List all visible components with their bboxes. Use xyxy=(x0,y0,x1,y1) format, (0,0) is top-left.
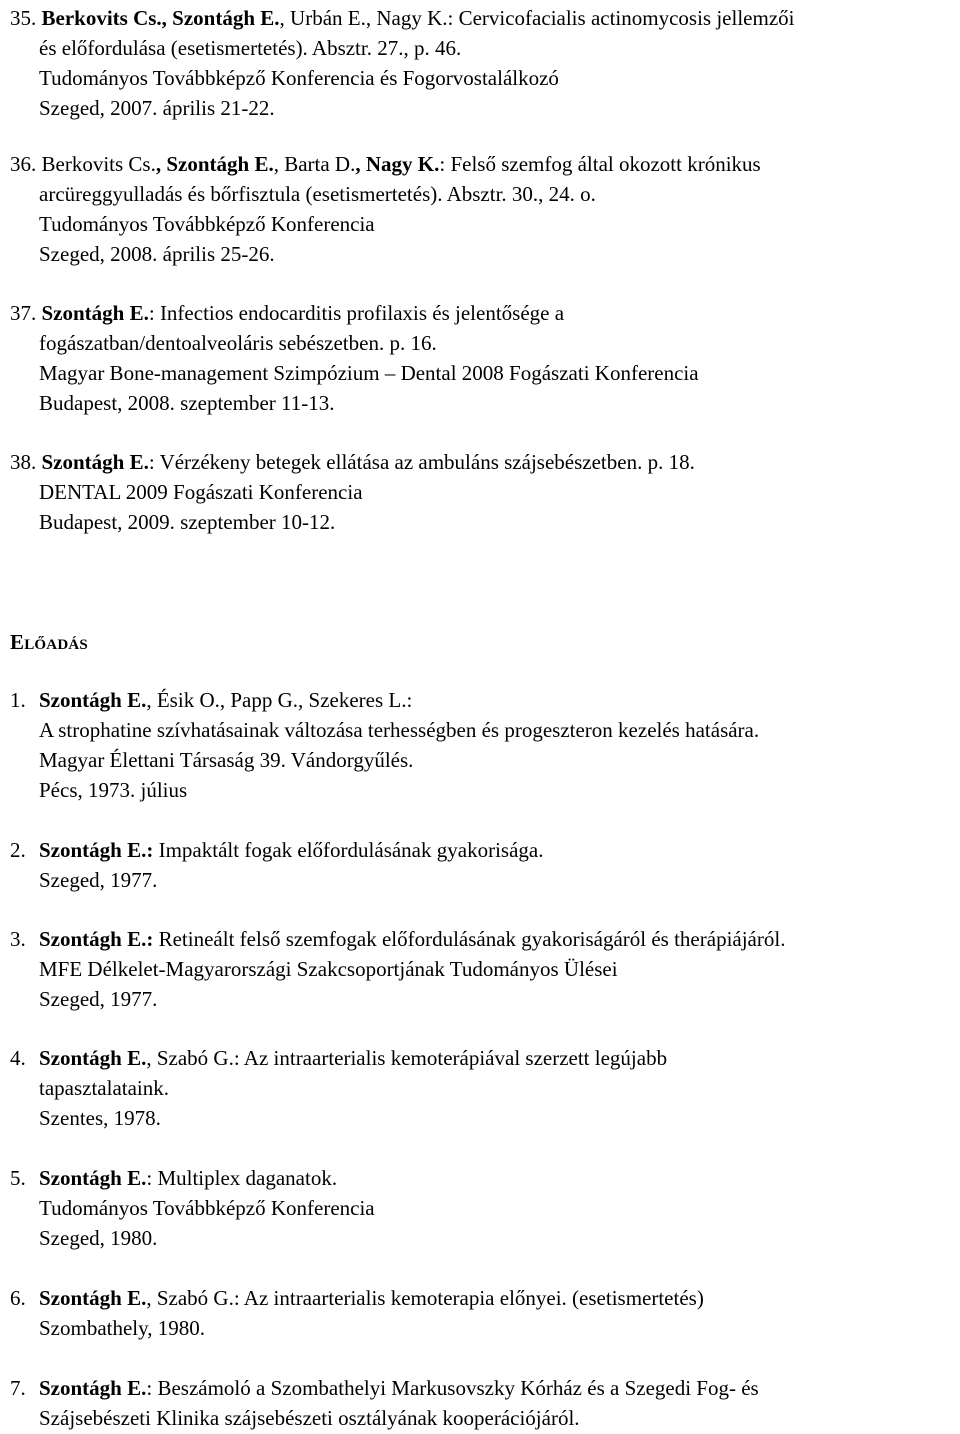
entry-authors-bold: , Nagy K. xyxy=(355,152,440,176)
entry-title: : Infectios endocarditis profilaxis és jelentősége a xyxy=(148,301,565,325)
entry-title: : Beszámoló a Szombathelyi Markusovszky Kórház és a Szegedi Fog- és xyxy=(146,1376,759,1400)
entry-authors-bold: Szontágh E.: xyxy=(39,838,154,862)
entry-number: 2. xyxy=(10,838,26,862)
entry-title: A strophatine szívhatásainak változása terhességben és progeszteron kezelés hatására. xyxy=(39,718,760,742)
entry-number: 38. xyxy=(10,450,37,474)
entry-venue: Tudományos Továbbképző Konferencia és Fogorvostalálkozó xyxy=(39,66,559,90)
lecture-entry-3 xyxy=(10,924,958,1014)
entry-title-continued: Szájsebészeti Klinika szájsebészeti osztályának kooperációjáról. xyxy=(39,1406,580,1430)
entry-place-date: Szeged, 1980. xyxy=(39,1226,158,1250)
entry-title-continued: arcüreggyulladás és bőrfisztula (esetismertetés). Absztr. 30., 24. o. xyxy=(39,182,596,206)
entry-colon: : xyxy=(406,688,413,712)
entry-number: 3. xyxy=(10,927,26,951)
entry-title: : Vérzékeny betegek ellátása az ambuláns szájsebészetben. p. 18. xyxy=(148,450,695,474)
lecture-entry-4 xyxy=(10,1043,958,1133)
entry-number: 5. xyxy=(10,1166,26,1190)
entry-venue: Tudományos Továbbképző Konferencia xyxy=(39,1196,375,1220)
entry-place-date: Szeged, 2008. április 25-26. xyxy=(39,242,275,266)
entry-place-date: Szeged, 1977. xyxy=(39,868,158,892)
entry-place-date: Szeged, 2007. április 21-22. xyxy=(39,96,275,120)
entry-authors: Berkovits Cs. xyxy=(41,152,156,176)
entry-title: Impaktált fogak előfordulásának gyakorisága. xyxy=(153,838,544,862)
entry-title: : Az intraarterialis kemoterápiával szerzett legújabb xyxy=(233,1046,668,1070)
entry-title-continued: és előfordulása (esetismertetés). Absztr. 27., p. 46. xyxy=(39,36,462,60)
entry-line xyxy=(10,149,958,179)
entry-authors-bold: Szontágh E. xyxy=(41,450,149,474)
entry-line xyxy=(10,3,958,33)
entry-line xyxy=(10,1373,958,1403)
entry-authors-bold: Szontágh E. xyxy=(41,301,149,325)
entry-line xyxy=(10,1043,958,1073)
section-heading-rest: LŐADÁS xyxy=(24,637,88,653)
entry-authors-bold: Szontágh E. xyxy=(39,1286,147,1310)
entry-line xyxy=(10,835,958,865)
entry-title: : Felső szemfog által okozott krónikus xyxy=(439,152,761,176)
section-heading-initial: E xyxy=(10,630,25,654)
entry-venue: Magyar Bone-management Szimpózium – Dental 2008 Fogászati Konferencia xyxy=(39,361,699,385)
entry-title: Retineált felső szemfogak előfordulásának gyakoriságáról és therápiájáról. xyxy=(153,927,786,951)
entry-number: 4. xyxy=(10,1046,26,1070)
entry-authors-bold: Berkovits Cs., Szontágh E. xyxy=(41,6,280,30)
entry-venue: DENTAL 2009 Fogászati Konferencia xyxy=(39,480,363,504)
entry-authors-bold: Szontágh E. xyxy=(39,1376,147,1400)
lecture-entry-2 xyxy=(10,835,958,895)
entry-venue: Magyar Élettani Társaság 39. Vándorgyűlés. xyxy=(39,748,414,772)
entry-title-continued: fogászatban/dentoalveoláris sebészetben. p. 16. xyxy=(39,331,437,355)
entry-place-date: Szombathely, 1980. xyxy=(39,1316,206,1340)
entry-authors: , Ésik O., Papp G., Szekeres L. xyxy=(146,688,407,712)
entry-authors-bold: Szontágh E.: xyxy=(39,927,154,951)
entry-title-continued: tapasztalataink. xyxy=(39,1076,170,1100)
entry-authors: , Urbán E., Nagy K. xyxy=(279,6,448,30)
lecture-entry-7 xyxy=(10,1373,958,1433)
entry-authors-bold: , Szontágh E. xyxy=(155,152,274,176)
publication-entry-37 xyxy=(10,298,958,418)
publication-entry-35 xyxy=(10,3,958,123)
entry-title: : Cervicofacialis actinomycosis jellemzői xyxy=(447,6,795,30)
entry-line xyxy=(10,1283,958,1313)
entry-place-date: Szentes, 1978. xyxy=(39,1106,161,1130)
entry-line xyxy=(10,1163,958,1193)
entry-number: 37. xyxy=(10,301,37,325)
entry-venue: MFE Délkelet-Magyarországi Szakcsoportjának Tudományos Ülései xyxy=(39,957,618,981)
publication-entry-38 xyxy=(10,447,958,537)
entry-authors: , Szabó G. xyxy=(146,1046,234,1070)
entry-authors-bold: Szontágh E. xyxy=(39,688,147,712)
lecture-entry-6 xyxy=(10,1283,958,1343)
entry-number: 7. xyxy=(10,1376,26,1400)
entry-line xyxy=(10,298,958,328)
entry-line xyxy=(10,685,958,715)
entry-authors-bold: Szontágh E. xyxy=(39,1046,147,1070)
entry-place-date: Budapest, 2009. szeptember 10-12. xyxy=(39,510,336,534)
entry-number: 36. xyxy=(10,152,37,176)
section-heading xyxy=(10,627,88,660)
entry-title: : Az intraarterialis kemoterapia előnyei. (esetismertetés) xyxy=(233,1286,704,1310)
entry-number: 35. xyxy=(10,6,37,30)
lecture-entry-5 xyxy=(10,1163,958,1253)
entry-place-date: Budapest, 2008. szeptember 11-13. xyxy=(39,391,335,415)
entry-number: 1. xyxy=(10,688,26,712)
entry-title: : Multiplex daganatok. xyxy=(146,1166,338,1190)
entry-authors: , Szabó G. xyxy=(146,1286,234,1310)
entry-authors: , Barta D. xyxy=(273,152,356,176)
entry-line xyxy=(10,924,958,954)
entry-venue: Tudományos Továbbképző Konferencia xyxy=(39,212,375,236)
lecture-entry-1 xyxy=(10,685,958,805)
entry-place-date: Szeged, 1977. xyxy=(39,987,158,1011)
entry-number: 6. xyxy=(10,1286,26,1310)
entry-authors-bold: Szontágh E. xyxy=(39,1166,147,1190)
entry-line xyxy=(10,447,958,477)
entry-place-date: Pécs, 1973. július xyxy=(39,778,188,802)
publication-entry-36 xyxy=(10,149,958,269)
